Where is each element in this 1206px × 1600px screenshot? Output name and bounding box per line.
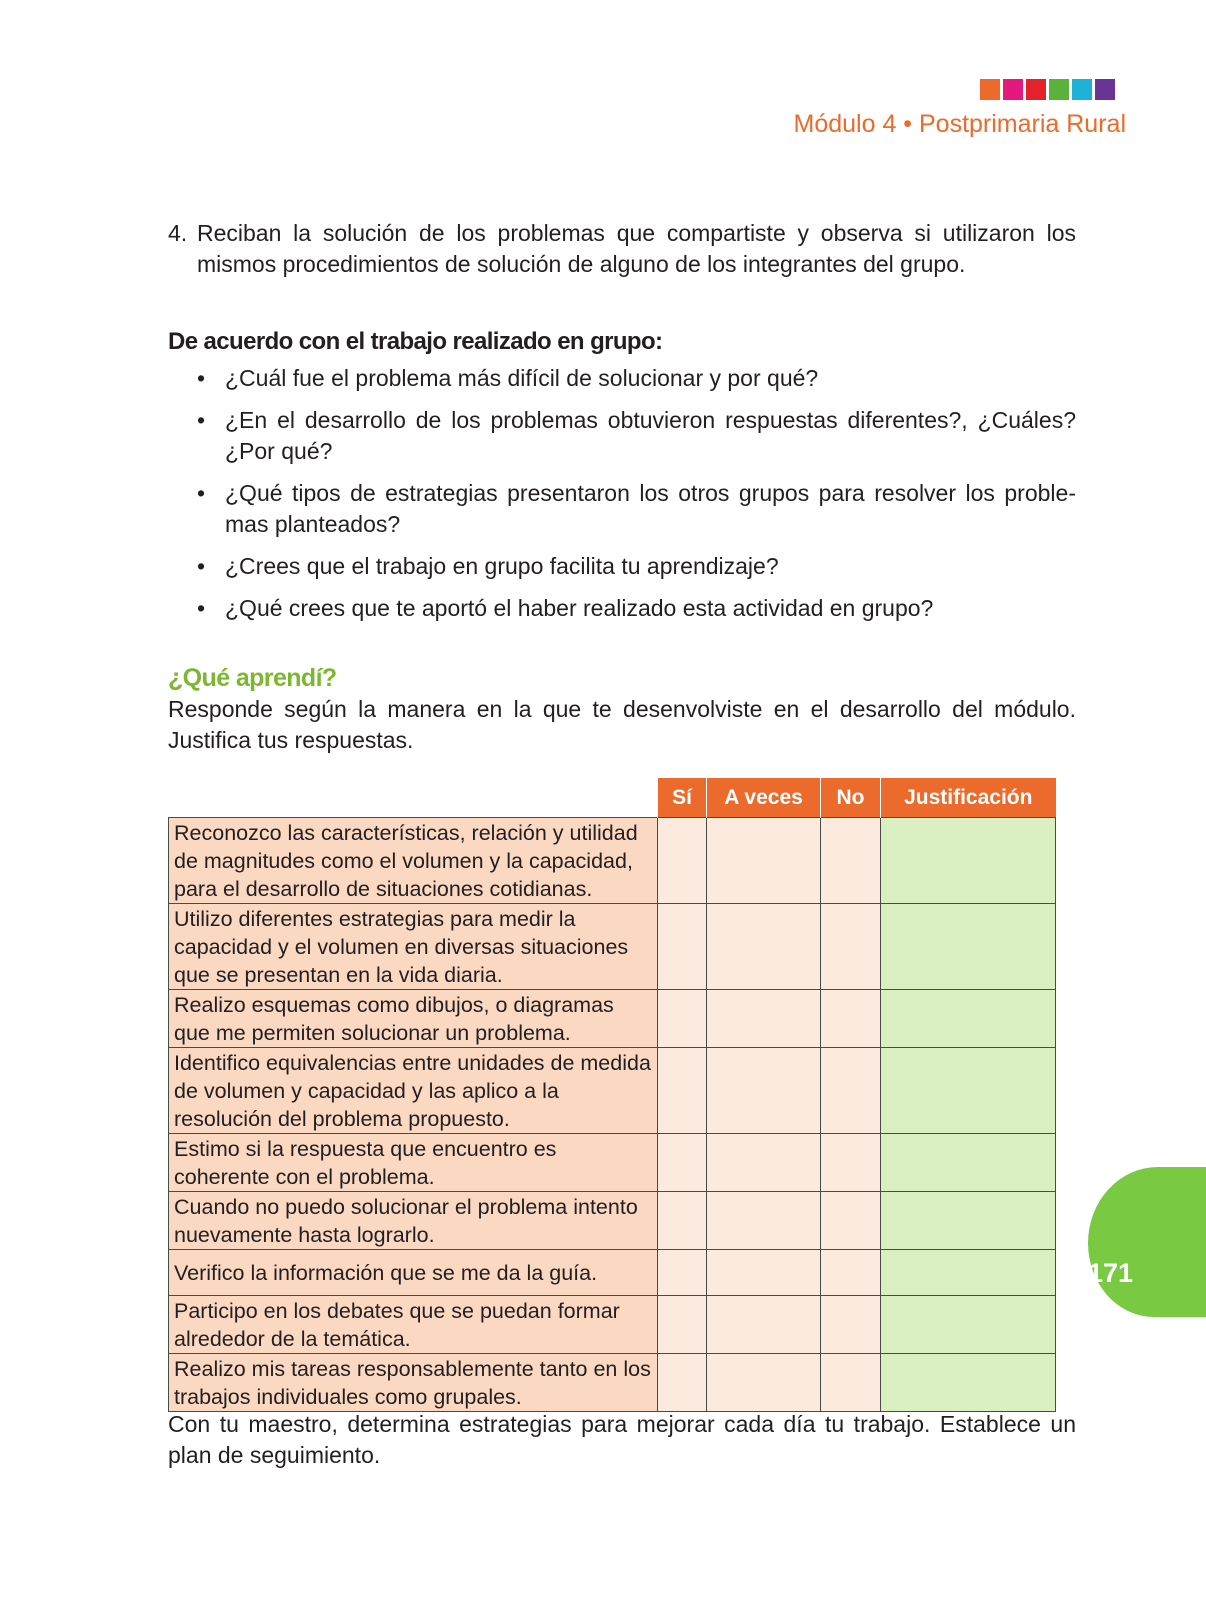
justification-cell[interactable] xyxy=(881,818,1056,904)
a-veces-cell[interactable] xyxy=(707,904,821,990)
si-cell[interactable] xyxy=(658,990,707,1048)
header-color-swatches xyxy=(980,79,1115,100)
si-cell[interactable] xyxy=(658,1296,707,1354)
table-row xyxy=(169,818,1056,904)
table-row xyxy=(169,1048,1056,1134)
list-item xyxy=(168,478,1076,540)
table-row xyxy=(169,1296,1056,1354)
criterion-cell: Utilizo diferentes estrategias para medir la capacidad y el volumen en diversas situaciones que se presentan en la vida diaria. xyxy=(169,904,658,990)
justification-cell[interactable] xyxy=(881,1134,1056,1192)
blank-header-cell xyxy=(169,778,658,818)
si-cell[interactable] xyxy=(658,818,707,904)
si-cell[interactable] xyxy=(658,904,707,990)
question-text: ¿Cuál fue el problema más difícil de solucionar y por qué? xyxy=(225,365,819,391)
no-cell[interactable] xyxy=(821,818,881,904)
a-veces-cell[interactable] xyxy=(707,1048,821,1134)
color-swatch xyxy=(1003,79,1023,100)
justification-cell[interactable] xyxy=(881,990,1056,1048)
list-item xyxy=(168,551,1076,582)
criterion-cell: Identifico equivalencias entre unidades de medida de volumen y capacidad y las aplico a la resolución del problema propuesto. xyxy=(169,1048,658,1134)
no-cell[interactable] xyxy=(821,904,881,990)
bullet-icon: • xyxy=(197,365,206,391)
color-swatch xyxy=(980,79,1000,100)
justification-cell[interactable] xyxy=(881,904,1056,990)
list-item xyxy=(168,363,1076,394)
justification-cell[interactable] xyxy=(881,1192,1056,1250)
criterion-cell: Realizo esquemas como dibujos, o diagramas que me permiten solucionar un problema. xyxy=(169,990,658,1048)
header-si: Sí xyxy=(658,778,707,818)
table-row xyxy=(169,1250,1056,1296)
item-4-text: Reciban la solución de los problemas que compartiste y observa si utilizaron los mismos procedimientos de solución de alguno de los integrantes del grupo. xyxy=(197,220,1076,277)
color-swatch xyxy=(1049,79,1069,100)
table-row xyxy=(169,1192,1056,1250)
no-cell[interactable] xyxy=(821,990,881,1048)
criterion-cell: Participo en los debates que se puedan formar alrededor de la temática. xyxy=(169,1296,658,1354)
header-no: No xyxy=(821,778,881,818)
learned-instructions: Responde según la manera en la que te desenvolviste en el desarrollo del módulo. Justifica tus respuestas. xyxy=(168,696,1076,753)
group-questions-list xyxy=(168,363,1076,624)
a-veces-cell[interactable] xyxy=(707,1134,821,1192)
no-cell[interactable] xyxy=(821,1296,881,1354)
no-cell[interactable] xyxy=(821,1192,881,1250)
no-cell[interactable] xyxy=(821,1134,881,1192)
a-veces-cell[interactable] xyxy=(707,1354,821,1412)
no-cell[interactable] xyxy=(821,1354,881,1412)
list-item xyxy=(168,593,1076,624)
bullet-icon: • xyxy=(197,595,206,621)
item-number: 4. xyxy=(168,220,188,246)
question-text: ¿En el desarrollo de los problemas obtuvieron respuestas diferentes?, ¿Cuáles? ¿Por qué? xyxy=(225,407,1076,464)
item-4 xyxy=(168,218,1076,280)
justification-cell[interactable] xyxy=(881,1296,1056,1354)
header-a-veces: A veces xyxy=(707,778,821,818)
closing-paragraph: Con tu maestro, determina estrategias para mejorar cada día tu trabajo. Establece un plan de seguimiento. xyxy=(168,1411,1076,1468)
a-veces-cell[interactable] xyxy=(707,1250,821,1296)
criterion-cell: Verifico la información que se me da la guía. xyxy=(169,1250,658,1296)
si-cell[interactable] xyxy=(658,1192,707,1250)
a-veces-cell[interactable] xyxy=(707,818,821,904)
table-row xyxy=(169,1354,1056,1412)
self-evaluation-table xyxy=(168,778,1056,1412)
si-cell[interactable] xyxy=(658,1134,707,1192)
a-veces-cell[interactable] xyxy=(707,1296,821,1354)
table-row xyxy=(169,904,1056,990)
question-text: ¿Qué crees que te aportó el haber realizado esta actividad en grupo? xyxy=(225,595,934,621)
justification-cell[interactable] xyxy=(881,1354,1056,1412)
table-row xyxy=(169,1134,1056,1192)
question-text: ¿Crees que el trabajo en grupo facilita tu aprendizaje? xyxy=(225,553,779,579)
si-cell[interactable] xyxy=(658,1048,707,1134)
criterion-cell: Cuando no puedo solucionar el problema intento nuevamente hasta lograrlo. xyxy=(169,1192,658,1250)
module-header: Módulo 4 • Postprimaria Rural xyxy=(793,110,1126,138)
table-header-row xyxy=(169,778,1056,818)
criterion-cell: Realizo mis tareas responsablemente tanto en los trabajos individuales como grupales. xyxy=(169,1354,658,1412)
learned-heading: ¿Qué aprendí? xyxy=(168,664,337,692)
header-justificacion: Justificación xyxy=(881,778,1056,818)
a-veces-cell[interactable] xyxy=(707,1192,821,1250)
table-row xyxy=(169,990,1056,1048)
question-text: ¿Qué tipos de estrategias presentaron los otros grupos para resolver los problemas planteados? xyxy=(225,480,1076,537)
justification-cell[interactable] xyxy=(881,1048,1056,1134)
list-item xyxy=(168,405,1076,467)
a-veces-cell[interactable] xyxy=(707,990,821,1048)
si-cell[interactable] xyxy=(658,1250,707,1296)
criterion-cell: Estimo si la respuesta que encuentro es coherente con el problema. xyxy=(169,1134,658,1192)
page-number-tab xyxy=(1088,1167,1206,1317)
bullet-icon: • xyxy=(197,553,206,579)
justification-cell[interactable] xyxy=(881,1250,1056,1296)
page-content xyxy=(168,218,1076,756)
color-swatch xyxy=(1072,79,1092,100)
criterion-cell: Reconozco las características, relación y utilidad de magnitudes como el volumen y la capacidad, para el desarrollo de situaciones cotidianas. xyxy=(169,818,658,904)
bullet-icon: • xyxy=(197,480,206,506)
color-swatch xyxy=(1095,79,1115,100)
page-number: 171 xyxy=(1088,1258,1134,1288)
no-cell[interactable] xyxy=(821,1048,881,1134)
color-swatch xyxy=(1026,79,1046,100)
bullet-icon: • xyxy=(197,407,206,433)
group-work-heading: De acuerdo con el trabajo realizado en grupo: xyxy=(168,328,663,355)
si-cell[interactable] xyxy=(658,1354,707,1412)
no-cell[interactable] xyxy=(821,1250,881,1296)
